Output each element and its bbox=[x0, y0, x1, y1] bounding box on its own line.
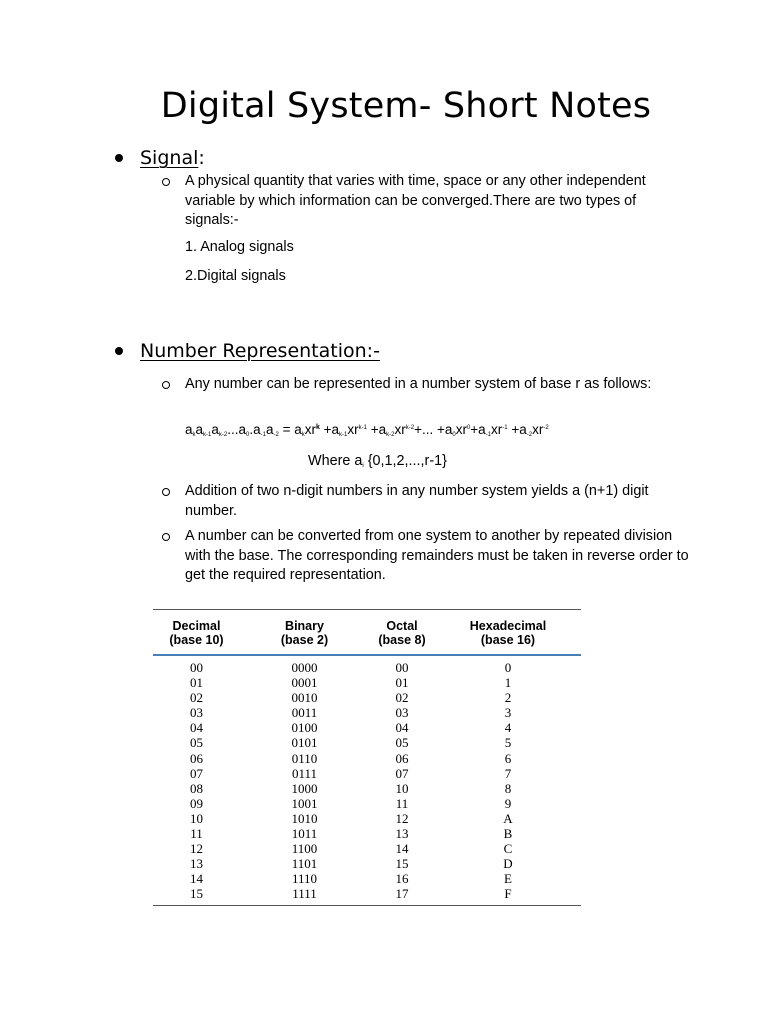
table-cell: 01 bbox=[190, 675, 203, 691]
table-cell: 11 bbox=[190, 826, 203, 842]
table-cell: 0010 bbox=[291, 690, 318, 706]
table-cell: 06 bbox=[395, 750, 409, 766]
table-cell: 07 bbox=[190, 765, 203, 781]
signal-description-item bbox=[162, 172, 692, 231]
table-cell: 7 bbox=[504, 765, 512, 781]
table-cell: 12 bbox=[190, 841, 203, 857]
table-row bbox=[153, 781, 581, 796]
conversion-note: A number can be converted from one system to another by repeated division with the base. The corresponding remainders must be taken in reverse order to get the required representation. bbox=[185, 528, 689, 583]
table-cell: 15 bbox=[190, 886, 203, 902]
table-body bbox=[153, 655, 581, 905]
table-cell: 3 bbox=[504, 705, 512, 721]
table-cell: 12 bbox=[395, 810, 409, 826]
table-cell: 14 bbox=[190, 871, 203, 887]
table-cell: 15 bbox=[395, 856, 409, 872]
column-header-octal: Octal (base 8) bbox=[378, 619, 426, 647]
table-row bbox=[153, 655, 581, 675]
table-row bbox=[153, 886, 581, 905]
table-cell: 01 bbox=[395, 675, 409, 691]
table-row bbox=[153, 811, 581, 826]
table-cell: 4 bbox=[504, 720, 512, 736]
table-cell: 0111 bbox=[291, 765, 318, 781]
signal-description: A physical quantity that varies with time, space or any other independent variable by which information can be converged.There are two types of signals:- bbox=[185, 173, 646, 228]
signal-type-digital: 2.Digital signals bbox=[185, 268, 286, 284]
table-row bbox=[153, 735, 581, 750]
table-cell: 04 bbox=[190, 720, 203, 736]
table-cell: 05 bbox=[190, 735, 203, 751]
table-cell: 1111 bbox=[292, 886, 317, 902]
bullet-icon bbox=[115, 347, 123, 355]
table-cell: 16 bbox=[395, 871, 409, 887]
table-cell: 03 bbox=[395, 705, 409, 721]
section-heading-number-representation bbox=[113, 340, 380, 362]
bullet-icon bbox=[115, 154, 123, 162]
table-cell: 1000 bbox=[291, 780, 318, 796]
addition-note: Addition of two n-digit numbers in any number system yields a (n+1) digit number. bbox=[185, 483, 649, 519]
table-cell: 0 bbox=[504, 660, 512, 675]
table-cell: 0101 bbox=[291, 735, 318, 751]
table-row bbox=[153, 871, 581, 886]
column-header-hexadecimal: Hexadecimal (base 16) bbox=[469, 619, 547, 647]
table-cell: 13 bbox=[395, 826, 409, 842]
table-cell: 10 bbox=[190, 810, 203, 826]
hollow-bullet-icon bbox=[162, 533, 170, 541]
signal-type-analog: 1. Analog signals bbox=[185, 239, 294, 255]
table-cell: 05 bbox=[395, 735, 409, 751]
table-cell: 1001 bbox=[291, 795, 318, 811]
table-cell: E bbox=[504, 871, 512, 887]
table-cell: C bbox=[503, 841, 513, 857]
table-cell: A bbox=[503, 810, 513, 826]
table-cell: 14 bbox=[395, 841, 409, 857]
table-cell: 1110 bbox=[291, 871, 318, 887]
table-row bbox=[153, 796, 581, 811]
table-row bbox=[153, 766, 581, 781]
table-cell: 09 bbox=[190, 795, 203, 811]
table-row bbox=[153, 690, 581, 705]
number-representation-intro-item bbox=[162, 375, 692, 395]
table-cell: 13 bbox=[190, 856, 203, 872]
digit-range-note: Where ai {0,1,2,...,r-1} bbox=[308, 453, 447, 469]
table-cell: 11 bbox=[395, 795, 409, 811]
number-representation-heading-label: Number Representation:- bbox=[140, 340, 380, 362]
table-row bbox=[153, 705, 581, 720]
section-heading-signal bbox=[113, 147, 205, 169]
table-cell: 04 bbox=[395, 720, 409, 736]
table-cell: 1010 bbox=[291, 810, 318, 826]
table-cell: 10 bbox=[395, 780, 409, 796]
table-cell: 0000 bbox=[291, 660, 318, 675]
base-r-formula: akak-1ak-2...a0.a-1a-2 = akxr$^k$ $+ak-1xr^{k-1} +ak-2xr^{k-2}+$... $+a0xr^0+a-1xr^{-1} +a-2xr^{-2}$ bbox=[185, 422, 549, 438]
table-cell: 00 bbox=[190, 660, 203, 675]
table-cell: 07 bbox=[395, 765, 409, 781]
table-row bbox=[153, 720, 581, 735]
table-cell: 1011 bbox=[291, 826, 318, 842]
table-row bbox=[153, 856, 581, 871]
page-title: Digital System- Short Notes bbox=[160, 86, 652, 126]
hollow-bullet-icon bbox=[162, 381, 170, 389]
conversion-note-item bbox=[162, 527, 692, 586]
table-cell: F bbox=[504, 886, 512, 902]
table-cell: 1 bbox=[504, 675, 512, 691]
number-representation-intro: Any number can be represented in a number system of base r as follows: bbox=[185, 376, 652, 392]
table-cell: 0110 bbox=[291, 750, 318, 766]
table-cell: 00 bbox=[395, 660, 409, 675]
signal-heading-colon: : bbox=[198, 147, 205, 169]
table-cell: 0001 bbox=[291, 675, 318, 691]
table-row bbox=[153, 826, 581, 841]
table-cell: 8 bbox=[504, 780, 512, 796]
table-cell: 9 bbox=[504, 795, 512, 811]
table-cell: D bbox=[503, 856, 513, 872]
column-header-decimal: Decimal (base 10) bbox=[169, 619, 224, 647]
addition-note-item bbox=[162, 482, 692, 521]
column-header-binary: Binary (base 2) bbox=[280, 619, 329, 647]
table-cell: 2 bbox=[504, 690, 512, 706]
hollow-bullet-icon bbox=[162, 178, 170, 186]
number-system-table bbox=[153, 609, 581, 906]
table-cell: 17 bbox=[395, 886, 409, 902]
table-cell: B bbox=[503, 826, 513, 842]
table-cell: 03 bbox=[190, 705, 203, 721]
table-cell: 08 bbox=[190, 780, 203, 796]
table-row bbox=[153, 751, 581, 766]
table-cell: 1100 bbox=[291, 841, 318, 857]
table-cell: 02 bbox=[190, 690, 203, 706]
table-cell: 6 bbox=[504, 750, 512, 766]
table-cell: 0011 bbox=[291, 705, 318, 721]
hollow-bullet-icon bbox=[162, 488, 170, 496]
table-cell: 02 bbox=[395, 690, 409, 706]
table-cell: 0100 bbox=[291, 720, 318, 736]
table-row bbox=[153, 841, 581, 856]
table-cell: 1101 bbox=[291, 856, 318, 872]
signal-heading-label: Signal bbox=[140, 147, 199, 169]
table-row bbox=[153, 675, 581, 690]
table-cell: 5 bbox=[504, 735, 512, 751]
table-cell: 06 bbox=[190, 750, 203, 766]
